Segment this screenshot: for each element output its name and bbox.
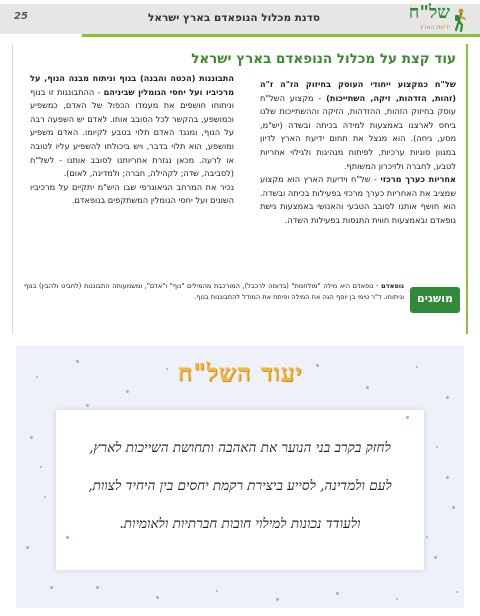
paragraph-identity bbox=[260, 78, 456, 173]
motto-title: יעוד השל"ח bbox=[177, 358, 303, 387]
motto-line-2: לעם ולמדינה, לסייע ביצירת רקמת יחסים בין היחיד לצוות, bbox=[88, 478, 392, 494]
logo-subtitle: ידיעת הארץ bbox=[419, 24, 450, 31]
confetti-dot bbox=[126, 390, 129, 393]
hiker-figure-icon bbox=[452, 8, 468, 32]
page-number: 25 bbox=[14, 11, 28, 22]
paragraph-identity-body: - מקצוע השל"ח עוסק בחיזוק הזהות, ההזדהות, הזיקה וההשתייכות שלנו ביחס לארצנו באמצעות למידה בכיתה ובשדה (יש"מ, מסע, גיחה). הוא מנצל את תחום ידיעת הארץ לדיון במגוון סוגיות ערכיות, לפיתוח מנהיגות ולגילוי אחריות לטבע, לחברה ולזיכרון המשותף. bbox=[260, 92, 456, 171]
confetti-dot bbox=[76, 360, 79, 363]
text-column-left bbox=[30, 72, 234, 208]
motto-line-3: ולעודד נכונות למילוי חובות חברתיות ולאומיות. bbox=[119, 516, 361, 532]
confetti-dot bbox=[316, 364, 319, 367]
confetti-dot bbox=[336, 592, 339, 595]
confetti-dot bbox=[276, 598, 279, 601]
paragraph-identity-heading-2: (זהות, הזדהות, זיקה, השתייכות) bbox=[326, 92, 456, 103]
concepts-term-definition: - נופאדם היא מילה "מולחמת" (בדומה לרכבל), המורכבת מהמילים "נוף" ו"אדם", ומשמעותה התבוננות (לחביט ולהבין) בנוף וניתוחו. ד"ר טימי בן יוסף הגה את המילה ופיתח את המודל להתבוננות בנוף. bbox=[24, 282, 404, 301]
paragraph-observation-heading: התבוננות (הכטה והבנה) בנוף וניתוח מבנה הנוף, על מרכיביו ועל יחסי הגומלין שביניהם bbox=[30, 73, 234, 97]
paragraph-responsibility-heading: אחריות כערך מרכזי bbox=[380, 174, 456, 185]
confetti-dot bbox=[216, 590, 218, 592]
confetti-dot bbox=[26, 546, 29, 549]
confetti-dot bbox=[446, 476, 449, 479]
concepts-badge bbox=[410, 287, 460, 313]
confetti-dot bbox=[452, 506, 455, 509]
confetti-dot bbox=[426, 536, 428, 538]
concepts-definition bbox=[24, 281, 404, 302]
confetti-dot bbox=[50, 586, 53, 589]
confetti-dot bbox=[86, 404, 89, 407]
confetti-dot bbox=[40, 466, 42, 468]
paragraph-geography: נכיר את המרחב הגיאוגרפי שבו היש"מ יתקיים על מרכיביו השונים ועל יחסי הגומלין המשתקפים בנופאדם. bbox=[30, 181, 234, 206]
motto-line-1: לחזק בקרב בני הנוער את האהבה ותחושת השייכות לארץ, bbox=[89, 440, 391, 456]
header-title: סדנת מכלול הנופאדם בארץ ישראל bbox=[147, 12, 320, 24]
confetti-dot bbox=[416, 366, 418, 368]
confetti-dot bbox=[166, 368, 168, 370]
paragraph-observation bbox=[30, 72, 234, 181]
logo-text: של"ח bbox=[408, 2, 450, 23]
concepts-term: נופאדם bbox=[381, 282, 404, 290]
confetti-dot bbox=[44, 496, 46, 498]
concepts-badge-label: מושגים bbox=[417, 292, 453, 305]
motto-panel bbox=[16, 346, 464, 608]
shelah-logo bbox=[400, 2, 474, 36]
confetti-dot bbox=[366, 386, 369, 389]
paragraph-responsibility-body: - של"ח וידיעת הארץ הוא מקצוע שמציב את האחריות כערך מרכזי בפעילות בכיתה ובשדה. הוא חושף אותנו לסובב הטבעי והאנושי באמצעות גישת נופאדם ובאמצעות חווית התנסות בפעילות השדה. bbox=[260, 174, 456, 225]
confetti-dot bbox=[396, 598, 398, 600]
confetti-dot bbox=[456, 591, 458, 593]
confetti-dot bbox=[406, 416, 409, 419]
confetti-dot bbox=[36, 376, 38, 378]
confetti-dot bbox=[156, 596, 159, 599]
confetti-dot bbox=[436, 446, 438, 448]
confetti-dot bbox=[96, 586, 99, 589]
text-column-right bbox=[260, 78, 456, 228]
confetti-dot bbox=[30, 436, 33, 439]
motto-card bbox=[56, 410, 424, 570]
paragraph-observation-body: - ההתבוננות זו בנוף וניתוחו חושפים את מעמדו הכפול של האדם, כמשפיע וכמושפע, בהקשר לכל הסובב אותו. לאדם יש השפעה רבה על הנוף, ומנגד האדם תלוי בטבע לקיומו. האדם משפיע ומושפע, הוא תלוי בדבר, ויש ביכולתו להשפיע עליו לטובה או לרעה. מכאן נגזרת אחריותנו לסובב אותנו - לשל"ח (לסביבה, שדה; לקהילה, חברה; ולמדינה, לאום). bbox=[30, 86, 234, 179]
section-title: עוד קצת על מכלול הנופאדם בארץ ישראל bbox=[191, 51, 456, 67]
paragraph-identity-heading: של"ח כמקצוע ייחודי העוסק בחיזוק הז"ה ז"ה bbox=[260, 79, 456, 89]
page-header bbox=[0, 0, 480, 38]
confetti-dot bbox=[446, 396, 449, 399]
confetti-dot bbox=[66, 536, 69, 539]
paragraph-responsibility bbox=[260, 173, 456, 227]
confetti-dot bbox=[434, 556, 437, 559]
